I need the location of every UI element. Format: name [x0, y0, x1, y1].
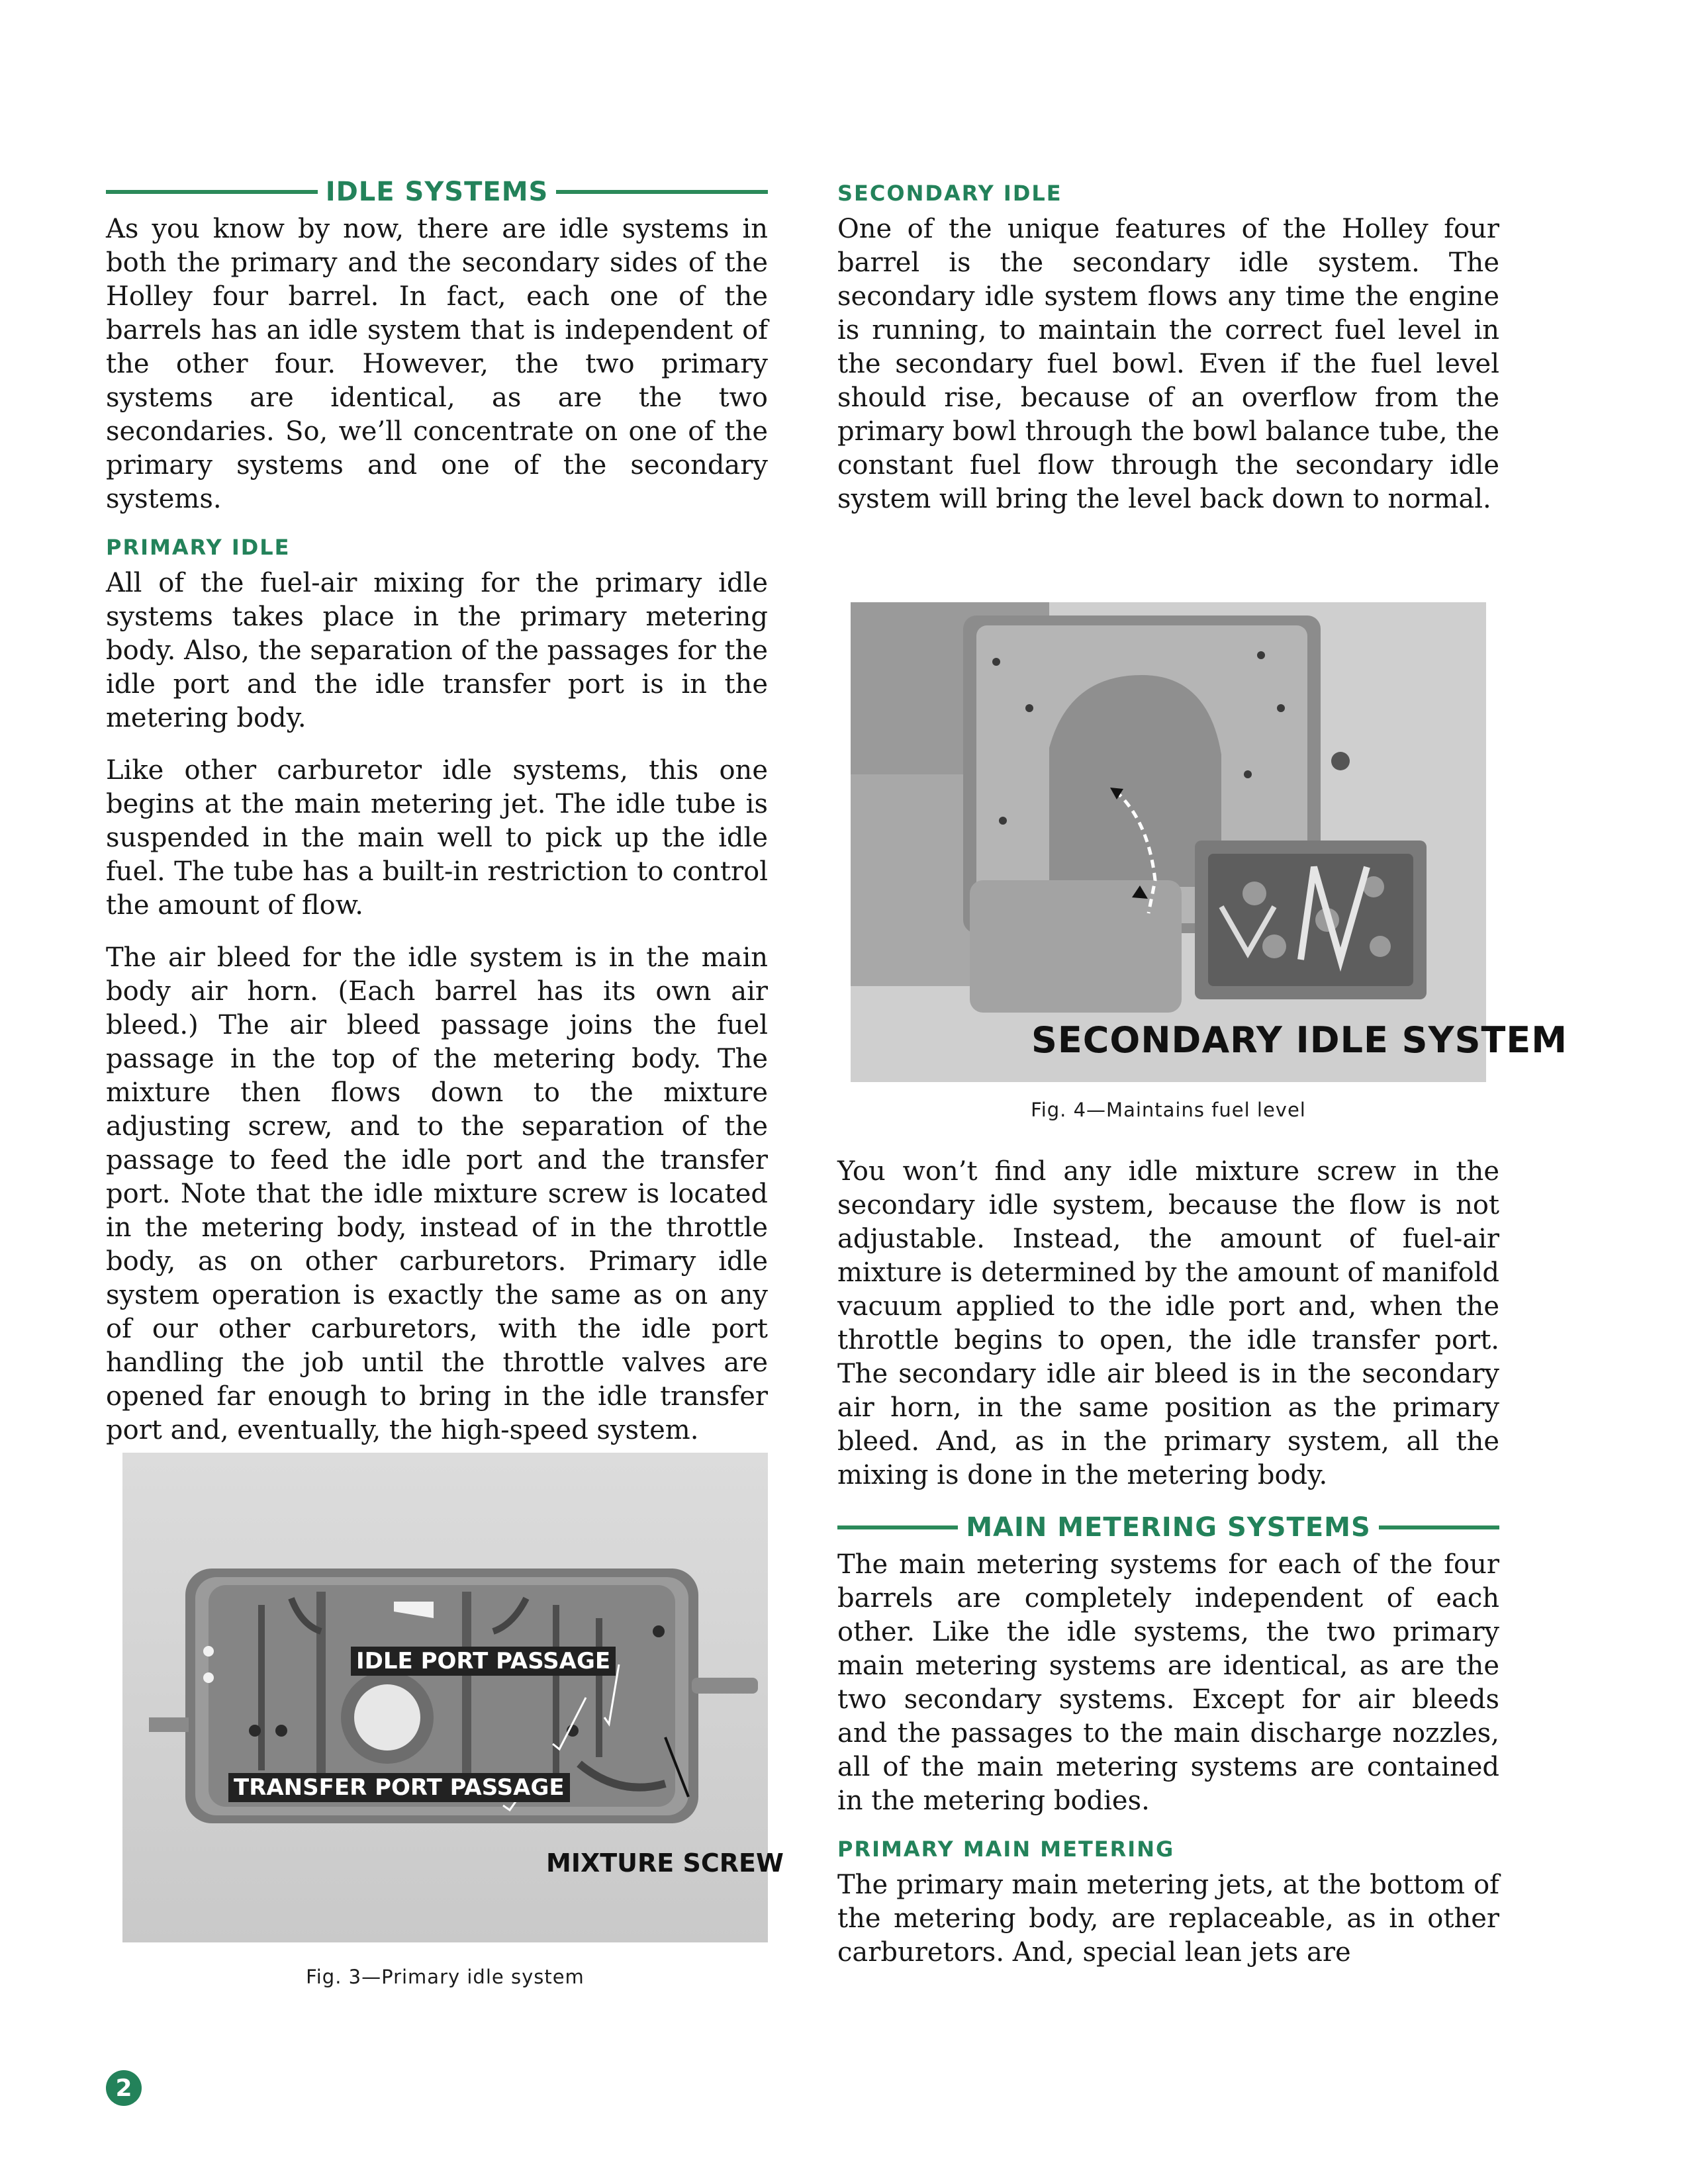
primary-idle-paragraph-2: Like other carburetor idle systems, this one begins at the main metering jet. The idle tube is suspended in the main well to pick up the idle fuel. The tube has a built-in restriction to control the amount of flow. — [106, 755, 768, 921]
intro-paragraph: As you know by now, there are idle systems in both the primary and the secondary sides of the Holley four barrel. In fact, each one of the barrels has an idle system that is independent of the other four. However, the two primary systems are identical, as are the two secondaries. So, we’ll concentrate on one of the primary systems and one of the secondary systems. — [106, 214, 768, 514]
heading-rule-right — [1379, 1525, 1499, 1529]
heading-rule-left — [106, 190, 318, 194]
heading-rule-left — [837, 1525, 958, 1529]
left-column — [106, 175, 768, 1466]
section-heading-main-metering — [837, 1511, 1499, 1544]
subheading-secondary-idle: SECONDARY IDLE — [837, 181, 1062, 206]
figure-4-caption: Fig. 4—Maintains fuel level — [1031, 1099, 1306, 1121]
page-number: 2 — [106, 2070, 142, 2106]
secondary-idle-system-label: SECONDARY IDLE SYSTEM — [1031, 1019, 1568, 1061]
figure-3-caption: Fig. 3—Primary idle system — [306, 1966, 585, 1988]
primary-main-metering-paragraph: The primary main metering jets, at the bottom of the metering body, are replaceable, as in other carburetors. And, special lean jets are — [837, 1870, 1499, 1968]
primary-idle-paragraph-3: The air bleed for the idle system is in the main body air horn. (Each barrel has its own air bleed.) The air bleed passage joins the fuel passage in the top of the metering body. The mixture then flows down to the mixture adjusting screw, and to the separation of the passage to feed the idle port and the transfer port. Note that the idle mixture screw is located in the metering body, instead of in the throttle body, as on other carburetors. Primary idle system operation is exactly the same as on any of our other carburetors, with the idle port handling the job until the throttle valves are opened far enough to bring in the idle transfer port and, eventually, the high-speed system. — [106, 942, 768, 1445]
section-heading-idle-systems — [106, 175, 768, 208]
idle-port-passage-label: IDLE PORT PASSAGE — [351, 1647, 616, 1676]
right-column-top — [837, 175, 1499, 535]
subheading-primary-idle: PRIMARY IDLE — [106, 535, 291, 560]
section-heading-text: IDLE SYSTEMS — [325, 177, 549, 207]
figure-4-photo — [851, 602, 1568, 1082]
secondary-metering-illustration — [851, 602, 1486, 1082]
secondary-idle-paragraph-2: You won’t find any idle mixture screw in the secondary idle system, because the flow is not adjustable. Instead, the amount of fuel-air mixture is determined by the amount of manifold vacuum applied to the idle port and, when the throttle begins to open, the idle transfer port. The secondary idle air bleed is in the secondary air horn, in the same position as the primary bleed. And, as in the primary system, all the mixing is done in the metering body. — [837, 1156, 1499, 1490]
subheading-primary-main-metering: PRIMARY MAIN METERING — [837, 1837, 1175, 1862]
primary-idle-paragraph-1: All of the fuel-air mixing for the primary idle systems takes place in the primary metering body. Also, the separation of the passages for the idle port and the idle transfer port is in the metering body. — [106, 568, 768, 733]
figure-3-photo — [122, 1453, 784, 1942]
right-column-bottom — [837, 1155, 1499, 1988]
mixture-screw-label: MIXTURE SCREW — [546, 1848, 784, 1878]
main-metering-paragraph: The main metering systems for each of the four barrels are completely independent of each other. Like the idle systems, the two primary main metering systems are identical, as are the two secondary systems. Except for air bleeds and the passages to the main discharge nozzles, all of the main metering systems are contained in the metering bodies. — [837, 1549, 1499, 1816]
section-heading-text: MAIN METERING SYSTEMS — [966, 1512, 1371, 1543]
secondary-idle-paragraph-1: One of the unique features of the Holley four barrel is the secondary idle system. The secondary idle system flows any time the engine is running, to maintain the correct fuel level in the secondary fuel bowl. Even if the fuel level should rise, because of an overflow from the primary bowl through the bowl balance tube, the constant fuel flow through the secondary idle system will bring the level back down to normal. — [837, 214, 1499, 514]
transfer-port-passage-label: TRANSFER PORT PASSAGE — [228, 1773, 570, 1802]
heading-rule-right — [556, 190, 768, 194]
